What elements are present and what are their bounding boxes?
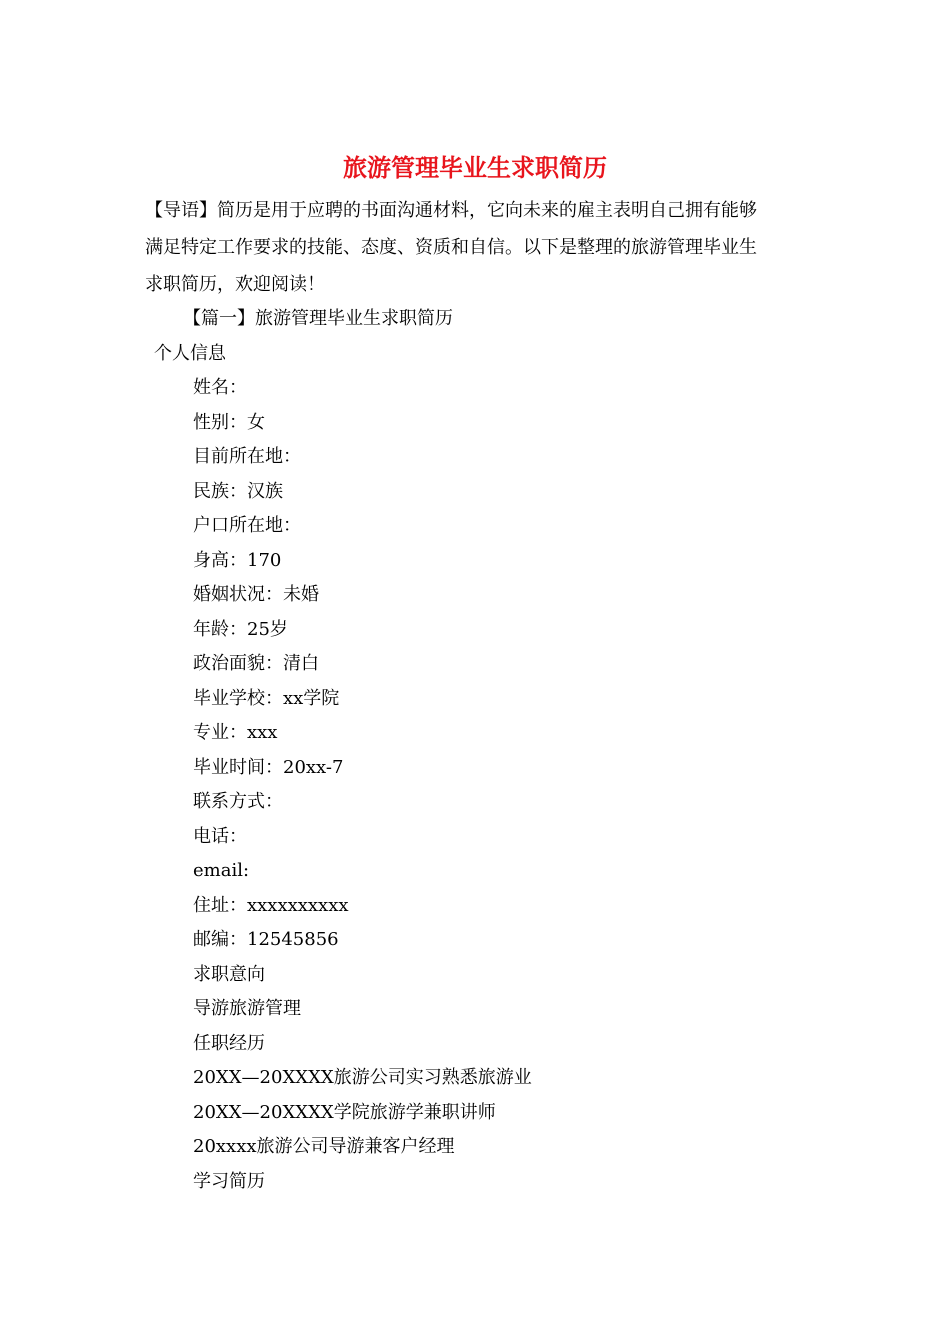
resume-line: 学习简历 [193, 1170, 265, 1192]
intro-line: 【导语】简历是用于应聘的书面沟通材料，它向未来的雇主表明自己拥有能够 [145, 200, 757, 221]
resume-line: 任职经历 [193, 1032, 265, 1054]
intro-line: 求职简历，欢迎阅读！ [145, 274, 325, 295]
resume-lines [193, 371, 532, 1199]
resume-line: 20XX—20XXXX旅游公司实习熟悉旅游业 [193, 1067, 532, 1088]
document-title: 旅游管理毕业生求职简历 [343, 153, 607, 182]
resume-line: 电话： [193, 825, 247, 847]
personal-info-heading: 个人信息 [154, 343, 226, 364]
resume-line: 毕业时间：20xx-7 [193, 756, 344, 778]
resume-line: 20xxxx旅游公司导游兼客户经理 [193, 1136, 455, 1157]
resume-line: 性别：女 [193, 411, 265, 433]
resume-line: 导游旅游管理 [193, 998, 301, 1019]
resume-line: 姓名： [193, 377, 247, 398]
resume-line: 户口所在地： [193, 515, 301, 536]
resume-line: 身高：170 [193, 549, 282, 571]
resume-line: 求职意向 [193, 963, 265, 985]
resume-line: 专业：xxx [193, 722, 278, 743]
resume-line: 婚姻状况：未婚 [193, 584, 319, 605]
resume-line: 20XX—20XXXX学院旅游学兼职讲师 [193, 1101, 496, 1123]
resume-line: 毕业学校：xx学院 [193, 687, 340, 709]
resume-line: 住址：xxxxxxxxxx [193, 894, 349, 916]
resume-line: email: [193, 860, 250, 881]
resume-line: 政治面貌：清白 [193, 653, 319, 674]
resume-line: 联系方式： [193, 791, 283, 812]
resume-line: 民族：汉族 [193, 480, 283, 502]
intro-line: 满足特定工作要求的技能、态度、资质和自信。以下是整理的旅游管理毕业生 [145, 237, 757, 258]
intro-paragraph [145, 192, 810, 303]
resume-line: 邮编：12545856 [193, 929, 339, 950]
section-heading: 【篇一】旅游管理毕业生求职简历 [183, 308, 453, 329]
resume-line: 年龄：25岁 [193, 618, 288, 640]
resume-line: 目前所在地： [193, 446, 301, 467]
